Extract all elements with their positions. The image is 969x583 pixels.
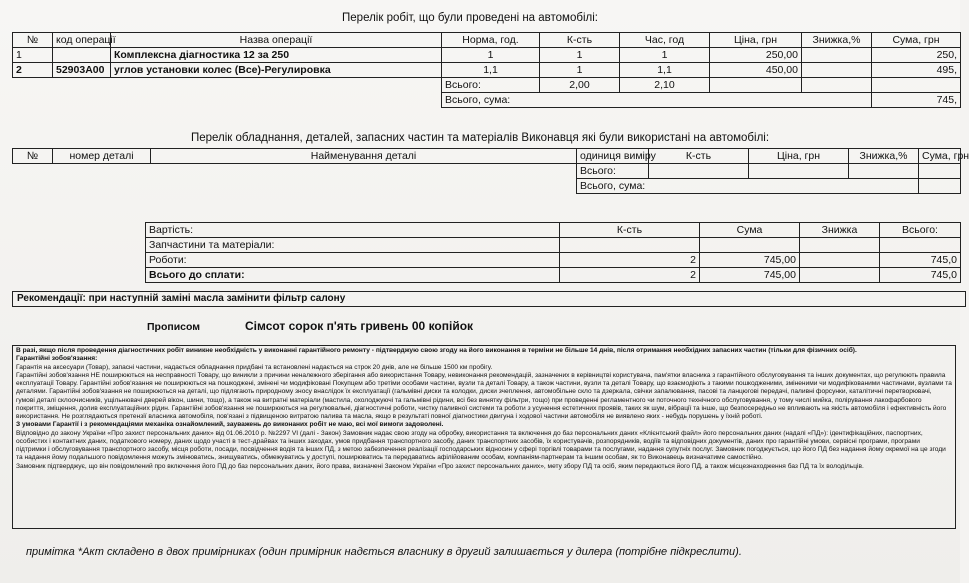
legal-paragraph: Відповідно до закону України «Про захист персональних даних» від 01.06.2010 р. №2297 VI (далі - Закон) Замовник надає свою згоду на обробку, використання та включення до баз персональних даних «Клієнтський файл» його персональних даних (надалі «ПД»): ідентифікаційних, паспортних, особистих і контактних даних, податкового номеру, даних щодо участі в тест-драйвах та інших заходах, умов придбання транспортного засобу, даних транспортних засобів, їх користувачів, розпорядників, водіїв та відповідних документів, даних про гарантійні умови, сервісні програми, програми підтримки і обслуговування транспортного засобу, місця роботи, посади, посвідчення водія та інших ПД, з метою забезпечення реалізації господарських відносин у сфері торгівлі товарами та послугами, надання супутніх послуг. Замовник погоджується, що його ПД без надання йому окремої на це згоди та надання йому подальшого повідомлення можуть змінюватись, знищуватись, обмежуватись у доступі, поширюватись та передаватись афілійованим особам, компаніям-партнерам та іншим особам, як то Виконавець визначатиме самостійно. — [16, 429, 946, 462]
parts-sum-label: Всього, сума: — [577, 179, 919, 194]
table-row — [13, 63, 961, 78]
table-row — [146, 253, 961, 268]
cost-col-qty: К-сть — [560, 223, 700, 238]
parts-caption: Перелік обладнання, деталей, запасних частин та матеріалів Виконавця які були використані на автомобілі: — [190, 132, 770, 144]
row-price: 250,00 — [710, 48, 802, 63]
amount-in-words-value: Сімсот сорок п'ять гривень 00 копійок — [245, 319, 474, 333]
row-norm: 1,1 — [442, 63, 540, 78]
works-col-name: Назва операції — [111, 33, 442, 48]
parts-table — [12, 148, 969, 194]
table-row — [146, 268, 961, 283]
parts-col-sum: Сума, грн — [919, 149, 961, 164]
works-total-label: Всього: — [442, 78, 540, 93]
parts-col-unit: одиниця виміру — [577, 149, 649, 164]
works-col-price: Ціна, грн — [710, 33, 802, 48]
recommendation-box: Рекомендації: при наступній заміні масла замінити фільтр салону — [12, 291, 966, 307]
row-time: 1 — [620, 48, 710, 63]
row-operation-name: углов установки колес (Все)-Регулировка — [111, 63, 442, 78]
parts-col-number: номер деталі — [53, 149, 151, 164]
works-total-row — [13, 78, 961, 93]
cost-table — [145, 222, 961, 283]
works-col-sum: Сума, грн — [872, 33, 961, 48]
cost-row-sum — [700, 238, 800, 253]
cost-row-label: Запчастини та матеріали: — [146, 238, 560, 253]
parts-header-row — [13, 149, 961, 164]
cost-row-qty: 2 — [560, 253, 700, 268]
works-col-discount: Знижка,% — [802, 33, 872, 48]
cost-row-sum: 745,00 — [700, 253, 800, 268]
cost-row-total: 745,0 — [880, 268, 961, 283]
works-col-no: № — [13, 33, 53, 48]
row-qty: 1 — [540, 63, 620, 78]
parts-sum-row — [13, 179, 961, 194]
legal-paragraph: Гарантійні зобов'язання: — [16, 355, 98, 363]
row-norm: 1 — [442, 48, 540, 63]
cost-header-row — [146, 223, 961, 238]
works-sum-row — [13, 93, 961, 108]
works-col-qty: К-сть — [540, 33, 620, 48]
row-no: 1 — [13, 48, 53, 63]
cost-row-total: 745,0 — [880, 253, 961, 268]
works-col-norm: Норма, год. — [442, 33, 540, 48]
legal-paragraph: З умовами Гарантії і з рекомендаціями механіка ознайомлений, зауважень до виконаних робіт не маю, всі мої вимоги задоволені. — [16, 421, 444, 429]
row-qty: 1 — [540, 48, 620, 63]
legal-paragraph: Гарантія на аксесуари (Товар), запасні частини, надається обладнання придбані та встановлені надається на строк 20 днів, але не більше 1500 км пробігу. — [16, 363, 493, 371]
parts-col-qty: К-сть — [649, 149, 749, 164]
works-sum-label: Всього, сума: — [442, 93, 872, 108]
cost-row-total — [880, 238, 961, 253]
cost-row-sum: 745,00 — [700, 268, 800, 283]
works-col-time: Час, год — [620, 33, 710, 48]
table-row — [13, 48, 961, 63]
works-col-code: код операції — [53, 33, 111, 48]
parts-col-discount: Знижка,% — [849, 149, 919, 164]
row-operation-name: Комплексна діагностика 12 за 250 — [111, 48, 442, 63]
cost-row-discount — [800, 253, 880, 268]
parts-col-no: № — [13, 149, 53, 164]
amount-in-words-label: Прописом — [147, 321, 201, 333]
row-discount — [802, 48, 872, 63]
footnote: примітка *Акт складено в двох примірниках (один примірник надється власнику в другий залишається у дилера (потрібне підкреслити). — [26, 546, 742, 558]
works-total-time: 2,10 — [620, 78, 710, 93]
cost-row-qty: 2 — [560, 268, 700, 283]
row-no: 2 — [13, 63, 53, 78]
cost-row-qty — [560, 238, 700, 253]
parts-total-label: Всього: — [577, 164, 649, 179]
legal-paragraph: Замовник підтверджує, що він повідомлений про включення його ПД до баз персональних даних, його права, визначені Законом України «Про захист персональних даних», мету збору ПД та осіб, яким передаються його ПД, а також місцезнаходження баз ПД та їх володільців. — [16, 462, 864, 470]
row-code — [53, 48, 111, 63]
legal-paragraph: Гарантійні зобов'язання НЕ поширюються на несправності Товару, що виникли з причини неналежного зберігання або використання Товару, невиконання рекомендацій, зазначених в керівництві користувача, пам'ятки власника з гарантійного обслуговування та інших документах, що регулюють правила експлуатації Товару. Гарантійні зобов'язання не поширюються на пошкоджені, змінені чи модифіковані Покупцем або третіми особами частини, вузли та деталі Товару, а також частини, вузли та деталі Товару, що взаємодіють з такими пошкодженими, зміненими чи модифікованими частинами, вузлами та деталями. Гарантійні зобов'язання не поширюються на деталі, що підлягають природному зносу внаслідок їх експлуатації (гальмівні диски та колодки, диски зчеплення, автомобільне скло та дзеркала, свічки запалювання, пасові та ланцюгові передачі, паливні форсунки, каталітичні перетворювачі, гумові деталі склоочисників, ущільнювачі дверей вікон, шини, тощо), а також на витратні матеріали (мастила, охолоджуючі та гальмівні рідини, всі без винятку фільтри, тощо) при проведенні регламентного чи поточного технічного обслуговування, у тому числі мийка, полірування лакофарбового покриття, зміщення, долив експлуатаційних рідин. Гарантійні зобов'язання не поширюються на регулювальні, діагностичні роботи, чистку паливної системи та роботи з усунення естетичних проявів, таких як шум, вібрації та інше, що безпосередньо не впливають на якість автомобіля і ефективність його використання. Не розглядаються претензії власника автомобіля, пов'язані з підвищеною витратою палива та масла, якщо в результаті повної діагностики двигуна і ходової частини автомобіля не виявлено яких - небудь порушень у їхній роботі. — [16, 371, 952, 420]
works-table — [12, 32, 961, 108]
cost-row-discount — [800, 268, 880, 283]
works-header-row — [13, 33, 961, 48]
works-total-qty: 2,00 — [540, 78, 620, 93]
parts-col-name: Найменування деталі — [151, 149, 577, 164]
cost-col-label: Вартість: — [146, 223, 560, 238]
row-sum: 250, — [872, 48, 961, 63]
works-sum-value: 745, — [872, 93, 961, 108]
row-price: 450,00 — [710, 63, 802, 78]
cost-col-discount: Знижка — [800, 223, 880, 238]
table-row — [146, 238, 961, 253]
cost-col-sum: Сума — [700, 223, 800, 238]
legal-terms-box — [12, 345, 956, 529]
works-caption: Перелік робіт, що були проведені на автомобілі: — [342, 12, 598, 24]
row-code: 52903A00 — [53, 63, 111, 78]
cost-row-label: Роботи: — [146, 253, 560, 268]
cost-col-total: Всього: — [880, 223, 961, 238]
legal-paragraph: В разі, якщо після проведення діагностичних робіт виникне необхідність у виконанні гарантійного ремонту - підтверджую свою згоду на його виконання в терміни не більше 14 днів, після отримання необхідних запасних частин (тільки для фізичних осіб). — [16, 347, 857, 354]
row-sum: 495, — [872, 63, 961, 78]
cost-row-label: Всього до сплати: — [146, 268, 560, 283]
row-discount — [802, 63, 872, 78]
parts-col-price: Ціна, грн — [749, 149, 849, 164]
cost-row-discount — [800, 238, 880, 253]
parts-total-row — [13, 164, 961, 179]
row-time: 1,1 — [620, 63, 710, 78]
